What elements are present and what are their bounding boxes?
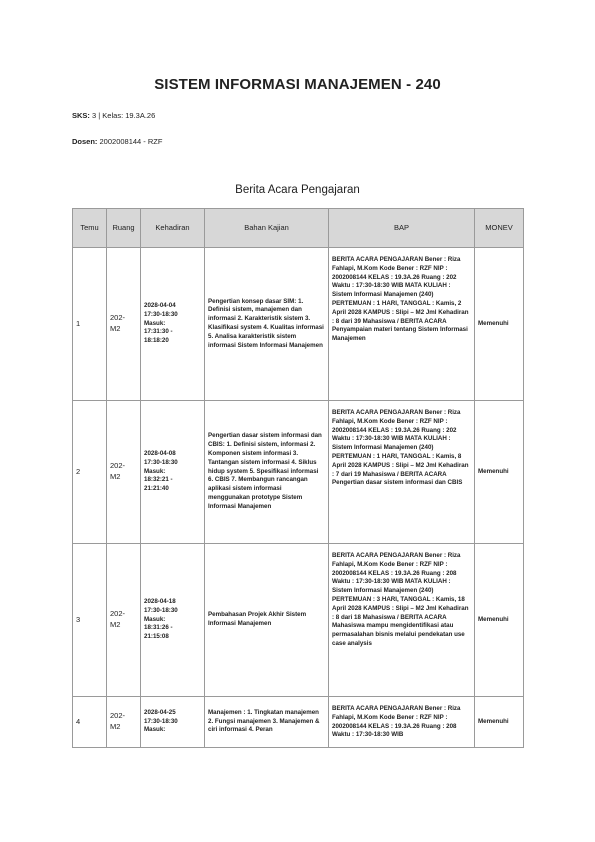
cell-monev: Memenuhi xyxy=(475,544,524,697)
sks-label: SKS: xyxy=(72,111,90,120)
table-header-row xyxy=(73,209,524,248)
cell-kehadiran: 2028-04-08 17:30-18:30 Masuk: 18:32:21 - 21:21:40 xyxy=(141,401,205,544)
cell-ruang: 202- M2 xyxy=(107,544,141,697)
table-row xyxy=(73,544,524,697)
cell-bahan-kajian: Pembahasan Projek Akhir Sistem Informasi Manajemen xyxy=(205,544,329,697)
header-ruang: Ruang xyxy=(107,209,141,248)
cell-bahan-kajian: Pengertian dasar sistem informasi dan CBIS: 1. Definisi sistem, informasi 2. Komponen sistem informasi 3. Tantangan sistem informasi 4. Siklus hidup system 5. Spesifikasi informasi 6. CBIS 7. Membangun rancangan aplikasi sistem informasi menggunakan prototype Sistem Informasi Manajemen xyxy=(205,401,329,544)
sks-class-value: 3 | Kelas: 19.3A.26 xyxy=(92,111,156,120)
cell-bap: BERITA ACARA PENGAJARAN Bener : Riza Fahlapi, M.Kom Kode Bener : RZF NIP : 2002008144 KELAS : 19.3A.26 Ruang : 202 Waktu : 17:30-18:30 WIB MATA KULIAH : Sistem Informasi Manajemen (240) PERTEMUAN : 1 HARI, TANGGAL : Kamis, 8 April 2028 KAMPUS : Slipi – M2 Jml Kehadiran : 7 dari 19 Mahasiswa / BERITA ACARA Pengertian dasar sistem informasi dan CBIS xyxy=(329,401,475,544)
course-title: SISTEM INFORMASI MANAJEMEN - 240 xyxy=(154,76,441,93)
cell-bahan-kajian: Pengertian konsep dasar SIM: 1. Definisi sistem, manajemen dan informasi 2. Karakteristik sistem 3. Klasifikasi system 4. Kualitas informasi 5. Analisa karakteristik sistem informasi Sistem Informasi Manajemen xyxy=(205,248,329,401)
bap-table xyxy=(72,208,524,748)
course-meta-dosen xyxy=(72,137,162,146)
section-title: Berita Acara Pengajaran xyxy=(235,184,360,196)
cell-monev: Memenuhi xyxy=(475,401,524,544)
header-temu: Temu xyxy=(73,209,107,248)
cell-kehadiran: 2028-04-04 17:30-18:30 Masuk: 17:31:30 - 18:18:20 xyxy=(141,248,205,401)
cell-bap: BERITA ACARA PENGAJARAN Bener : Riza Fahlapi, M.Kom Kode Bener : RZF NIP : 2002008144 KELAS : 19.3A.26 Ruang : 208 Waktu : 17:30-18:30 WIB xyxy=(329,697,475,748)
table-row xyxy=(73,401,524,544)
cell-monev: Memenuhi xyxy=(475,248,524,401)
header-monev: MONEV xyxy=(475,209,524,248)
dosen-value: 2002008144 - RZF xyxy=(99,137,163,146)
cell-ruang: 202- M2 xyxy=(107,697,141,748)
cell-ruang: 202- M2 xyxy=(107,401,141,544)
table-row xyxy=(73,248,524,401)
course-meta-sks xyxy=(72,111,155,120)
header-bap: BAP xyxy=(329,209,475,248)
cell-monev: Memenuhi xyxy=(475,697,524,748)
header-kehadiran: Kehadiran xyxy=(141,209,205,248)
cell-bahan-kajian: Manajemen : 1. Tingkatan manajemen 2. Fungsi manajemen 3. Manajemen & ciri informasi 4. Peran xyxy=(205,697,329,748)
cell-bap: BERITA ACARA PENGAJARAN Bener : Riza Fahlapi, M.Kom Kode Bener : RZF NIP : 2002008144 KELAS : 19.3A.26 Ruang : 202 Waktu : 17:30-18:30 WIB MATA KULIAH : Sistem Informasi Manajemen (240) PERTEMUAN : 1 HARI, TANGGAL : Kamis, 2 April 2028 KAMPUS : Slipi – M2 Jml Kehadiran : 8 dari 39 Mahasiswa / BERITA ACARA Penyampaian materi tentang Sistem Informasi Manajemen xyxy=(329,248,475,401)
cell-temu: 1 xyxy=(73,248,107,401)
cell-temu: 3 xyxy=(73,544,107,697)
cell-bap: BERITA ACARA PENGAJARAN Bener : Riza Fahlapi, M.Kom Kode Bener : RZF NIP : 2002008144 KELAS : 19.3A.26 Ruang : 208 Waktu : 17:30-18:30 WIB MATA KULIAH : Sistem Informasi Manajemen (240) PERTEMUAN : 3 HARI, TANGGAL : Kamis, 18 April 2028 KAMPUS : Slipi – M2 Jml Kehadiran : 8 dari 18 Mahasiswa / BERITA ACARA Mahasiswa mampu mengidentifikasi atau permasalahan bisnis melalui pendekatan use case analysis xyxy=(329,544,475,697)
cell-ruang: 202- M2 xyxy=(107,248,141,401)
cell-kehadiran: 2028-04-18 17:30-18:30 Masuk: 18:31:26 - 21:15:08 xyxy=(141,544,205,697)
cell-temu: 2 xyxy=(73,401,107,544)
header-bahan-kajian: Bahan Kajian xyxy=(205,209,329,248)
table-row xyxy=(73,697,524,748)
cell-temu: 4 xyxy=(73,697,107,748)
cell-kehadiran: 2028-04-25 17:30-18:30 Masuk: xyxy=(141,697,205,748)
dosen-label: Dosen: xyxy=(72,137,98,146)
